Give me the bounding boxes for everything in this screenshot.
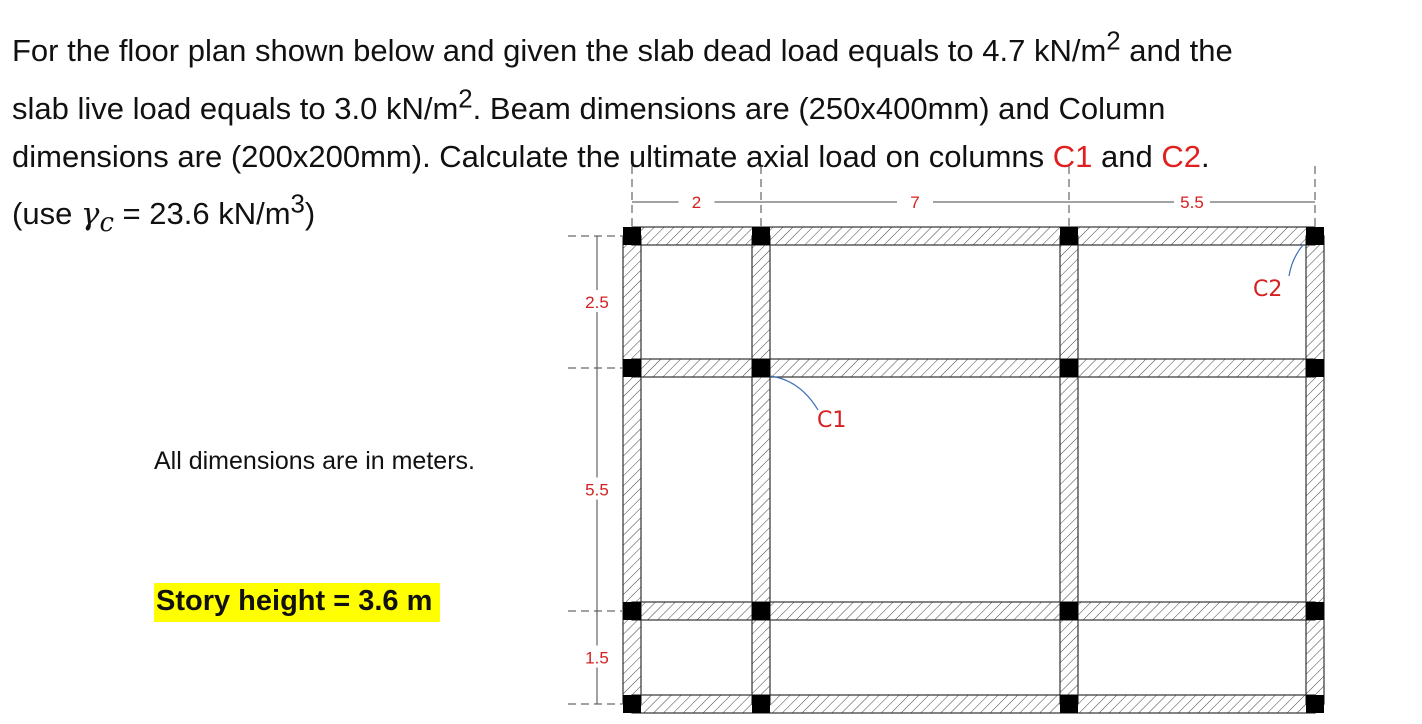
columns <box>623 227 1324 713</box>
beam-vertical-1 <box>623 236 641 704</box>
beams <box>623 227 1324 713</box>
beam-horizontal-4 <box>632 695 1315 713</box>
column-r2-c2 <box>752 359 770 377</box>
column-r4-c1 <box>623 695 641 713</box>
problem-line-2: slab live load equals to 3.0 $kN/m^2$. Beam dimensions are (250x400mm) and Column <box>12 85 1166 126</box>
beam-vertical-4 <box>1306 236 1324 704</box>
gamma-symbol: γ <box>80 195 100 232</box>
c1-leader-line <box>770 376 818 410</box>
c1-callout <box>770 376 846 433</box>
column-ref-c2: C2 <box>1161 138 1201 174</box>
dimension-labels <box>577 191 1210 668</box>
span-y-label-1: 2.5 <box>585 293 609 312</box>
c1-label: C1 <box>817 408 847 433</box>
beam-horizontal-1 <box>632 227 1315 245</box>
column-r3-c1 <box>623 602 641 620</box>
column-r1-c1 <box>623 227 641 245</box>
problem-line-4: (use $\gamma_c = 23.6$ $kN/m^3$) <box>12 190 316 239</box>
column-r2-c4 <box>1306 359 1324 377</box>
c2-callout <box>1253 245 1303 302</box>
beam-horizontal-2 <box>632 359 1315 377</box>
column-r1-c4 <box>1306 227 1324 245</box>
story-height-highlight: Story height = 3.6 m <box>154 583 440 622</box>
column-r4-c3 <box>1060 695 1078 713</box>
column-r3-c3 <box>1060 602 1078 620</box>
span-x-label-3: 5.5 <box>1180 193 1204 212</box>
span-x-label-1: 2 <box>691 193 702 212</box>
column-r2-c3 <box>1060 359 1078 377</box>
column-r1-c2 <box>752 227 770 245</box>
units-note: All dimensions are in meters. <box>154 447 475 475</box>
beam-vertical-2 <box>752 236 770 704</box>
column-r4-c4 <box>1306 695 1324 713</box>
column-r1-c3 <box>1060 227 1078 245</box>
span-y-label-2: 5.5 <box>585 480 609 500</box>
column-r3-c4 <box>1306 602 1324 620</box>
dimension-lines <box>568 166 1315 704</box>
beam-horizontal-3 <box>632 602 1315 620</box>
span-x-label-2: 7 <box>910 193 920 212</box>
column-r3-c2 <box>752 602 770 620</box>
beam-vertical-3 <box>1060 236 1078 704</box>
c2-leader-line <box>1289 245 1303 276</box>
column-ref-c1: C1 <box>1052 138 1093 174</box>
c2-label: C2 <box>1253 277 1283 302</box>
span-y-label-3: 1.5 <box>585 648 609 668</box>
column-r2-c1 <box>623 359 641 377</box>
column-r4-c2 <box>752 695 770 713</box>
problem-line-3: dimensions are (200x200mm). Calculate the ultimate axial load on columns C1 and C2. <box>12 138 1210 174</box>
problem-line-1: For the floor plan shown below and given the slab dead load equals to 4.7 $kN/m^2$ and the <box>12 28 1233 69</box>
